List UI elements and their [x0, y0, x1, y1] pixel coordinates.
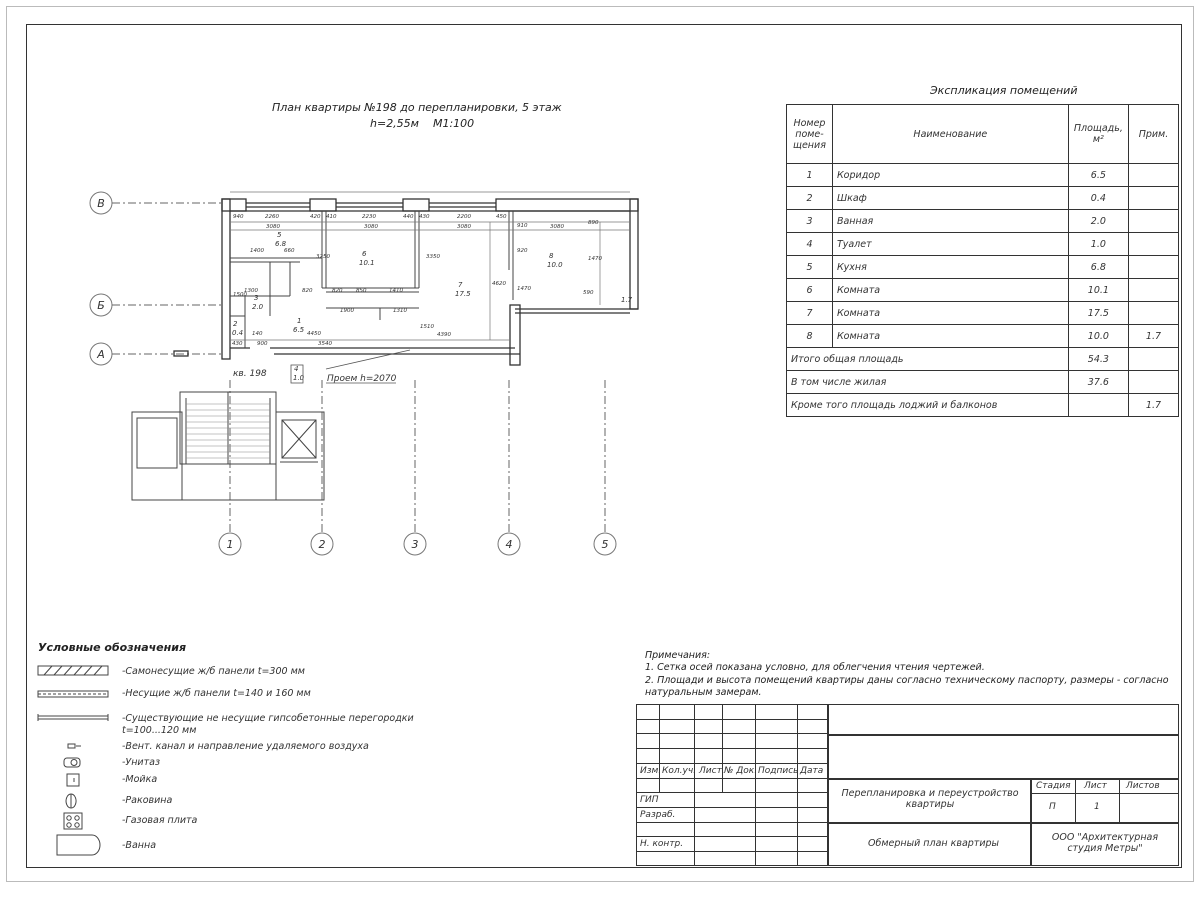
balcony-area-label: 1.7 [621, 296, 633, 304]
dim-label: 1400 [250, 248, 264, 254]
notes-title: Примечания: [645, 650, 711, 661]
dim-label: 1500 [233, 292, 247, 298]
dim-label: 820 [332, 288, 343, 294]
table-row: 2 Шкаф 0.4 [787, 187, 1179, 210]
svg-text:2: 2 [233, 320, 238, 328]
stage-value: П [1049, 802, 1056, 812]
axis-col-5 [594, 380, 616, 555]
legend-item-bathtub: -Ванна [122, 840, 157, 851]
stamp-role-control: Н. контр. [640, 839, 684, 849]
dim-label: 2200 [457, 214, 471, 220]
dim-label: 450 [496, 214, 507, 220]
dim-label: 940 [233, 214, 244, 220]
dim-label: 850 [356, 288, 367, 294]
notes-line-2: 2. Площади и высота помещений квартиры даны согласно техническому паспорту, размеры - согласно [645, 675, 1169, 686]
dim-label: 3080 [364, 224, 378, 230]
axis-col-label: 4 [505, 538, 513, 551]
room-1-label [293, 317, 305, 334]
legend-symbols [0, 660, 120, 900]
axis-col-2 [311, 380, 333, 555]
room-7-label [455, 281, 471, 298]
dim-label: 1470 [517, 286, 531, 292]
dim-label: 1300 [244, 288, 258, 294]
stamp-col-signature: Подпись [758, 766, 799, 776]
stamp-role-developer: Разраб. [640, 810, 676, 820]
axis-col-label: 2 [318, 538, 326, 551]
header-name: Наименование [832, 105, 1068, 164]
axis-col-1 [219, 380, 241, 555]
legend-item-partitions: -Существующие не несущие гипсобетонные перегородки [122, 713, 414, 724]
dim-label: 1470 [588, 256, 602, 262]
notes-line-1: 1. Сетка осей показана условно, для облегчения чтения чертежей. [645, 662, 985, 673]
dim-label: 2260 [265, 214, 279, 220]
dim-label: 3540 [318, 341, 332, 347]
dim-label: 4620 [492, 281, 506, 287]
dim-label: 4450 [307, 331, 321, 337]
dim-label: 3080 [457, 224, 471, 230]
table-row: 8 Комната 10.0 1.7 [787, 325, 1179, 348]
svg-text:2.0: 2.0 [252, 303, 264, 311]
stamp-col-change: Изм. [640, 766, 662, 776]
explication-header-row [787, 105, 1179, 164]
dim-label: 900 [257, 341, 268, 347]
explication-table [786, 104, 1179, 417]
header-num: Номер поме- щения [787, 105, 833, 164]
room-5-label [275, 231, 287, 248]
partitions [230, 211, 513, 348]
room-2-label [232, 320, 243, 337]
dim-label: 3350 [426, 254, 440, 260]
legend-item-bearing: -Несущие ж/б панели t=140 и 160 мм [122, 688, 311, 699]
dim-label: 1900 [340, 308, 354, 314]
dim-label: 1410 [389, 288, 403, 294]
axis-col-label: 3 [411, 538, 419, 551]
axis-col-label: 5 [601, 538, 609, 551]
svg-text:4: 4 [294, 365, 299, 373]
dim-label: 1510 [420, 324, 434, 330]
plan-subtitle: h=2,55м М1:100 [370, 117, 475, 130]
axis-col-3 [404, 380, 426, 555]
svg-text:17.5: 17.5 [455, 290, 471, 298]
total-row: Итого общая площадь 54.3 [787, 348, 1179, 371]
axis-row-label: В [97, 197, 105, 210]
sheets-label: Листов [1126, 781, 1160, 791]
apartment-label: кв. 198 [233, 369, 267, 379]
svg-text:6.5: 6.5 [293, 326, 305, 334]
dim-label: 1310 [393, 308, 407, 314]
dim-label: 140 [252, 331, 263, 337]
legend-item-partitions-thickness: t=100...120 мм [122, 725, 197, 736]
axis-row-a [90, 343, 224, 365]
table-row: 4 Туалет 1.0 [787, 233, 1179, 256]
company-name: ООО "Архитектурная студия Метры" [1051, 832, 1159, 854]
dim-label: 890 [588, 220, 599, 226]
dim-label: 430 [232, 341, 243, 347]
stamp-col-date: Дата [800, 766, 824, 776]
legend-item-vent: -Вент. канал и направление удаляемого воздуха [122, 741, 369, 752]
dim-label: 2230 [362, 214, 376, 220]
dim-label: 660 [284, 248, 295, 254]
dim-label: 410 [326, 214, 337, 220]
dim-label: 3250 [316, 254, 330, 260]
dim-label: 3080 [266, 224, 280, 230]
room-8-label [547, 252, 563, 269]
svg-text:1.0: 1.0 [293, 374, 305, 382]
room-6-label [359, 250, 375, 267]
table-row: 1 Коридор 6.5 [787, 164, 1179, 187]
axis-row-label: Б [97, 299, 105, 312]
dim-label: 430 [419, 214, 430, 220]
plan-title: План квартиры №198 до перепланировки, 5 этаж [272, 101, 562, 114]
opening-label: Проем h=2070 [327, 374, 397, 384]
vent-icon [68, 744, 81, 748]
stamp-col-doc: № Док. [724, 766, 758, 776]
partition-symbol [38, 714, 108, 721]
total-row: Кроме того площадь лоджий и балконов 1.7 [787, 394, 1179, 417]
legend-item-stove: -Газовая плита [122, 815, 198, 826]
dimension-labels [232, 214, 602, 347]
dim-label: 910 [517, 223, 528, 229]
svg-text:10.0: 10.0 [547, 261, 563, 269]
sink-icon [67, 774, 79, 786]
drawing-name: Обмерный план квартиры [868, 838, 1000, 849]
gas-stove-icon [64, 813, 82, 829]
header-note: Прим. [1128, 105, 1178, 164]
table-row: 3 Ванная 2.0 [787, 210, 1179, 233]
stage-label: Стадия [1036, 781, 1071, 791]
room-3-label [252, 294, 264, 311]
stamp-col-sheet: Лист [699, 766, 722, 776]
project-title: Перепланировка и переустройство квартиры [841, 788, 1019, 810]
notes-line-3: натуральным замерам. [645, 687, 762, 698]
explication-title: Экспликация помещений [930, 84, 1078, 97]
load-bearing-140-symbol [38, 691, 108, 697]
legend-item-washbasin: -Раковина [122, 795, 173, 806]
sheet-label: Лист [1084, 781, 1107, 791]
svg-text:1: 1 [297, 317, 302, 325]
svg-text:6: 6 [362, 250, 367, 258]
svg-text:7: 7 [458, 281, 463, 289]
table-row: 7 Комната 17.5 [787, 302, 1179, 325]
axis-col-label: 1 [226, 538, 234, 551]
svg-text:10.1: 10.1 [359, 259, 375, 267]
axis-col-4 [498, 380, 520, 555]
total-row: В том числе жилая 37.6 [787, 371, 1179, 394]
toilet-icon [64, 758, 80, 767]
washbasin-icon [66, 794, 76, 808]
svg-text:0.4: 0.4 [232, 329, 244, 337]
svg-text:5: 5 [277, 231, 282, 239]
svg-text:3: 3 [254, 294, 259, 302]
legend-title: Условные обозначения [38, 641, 187, 654]
dim-label: 3080 [550, 224, 564, 230]
table-row: 5 Кухня 6.8 [787, 256, 1179, 279]
stamp-col-count: Кол.уч. [662, 766, 697, 776]
dim-label: 590 [583, 290, 594, 296]
dim-label: 4390 [437, 332, 451, 338]
header-area: Площадь, м² [1068, 105, 1128, 164]
legend-item-self-bearing: -Самонесущие ж/б панели t=300 мм [122, 666, 305, 677]
dim-label: 440 [403, 214, 414, 220]
table-row: 6 Комната 10.1 [787, 279, 1179, 302]
axis-row-label: А [97, 348, 105, 361]
dim-label: 420 [310, 214, 321, 220]
legend-item-toilet: -Унитаз [122, 757, 161, 768]
dim-label: 920 [517, 248, 528, 254]
dim-label: 820 [302, 288, 313, 294]
sheet-value: 1 [1094, 802, 1100, 812]
svg-text:8: 8 [549, 252, 554, 260]
stamp-role-chief: ГИП [640, 795, 659, 805]
axis-row-v [90, 192, 224, 214]
svg-text:6.8: 6.8 [275, 240, 287, 248]
legend-item-sink: -Мойка [122, 774, 158, 785]
axis-row-b [90, 294, 224, 316]
bathtub-icon [57, 835, 100, 855]
load-bearing-300-symbol [38, 666, 108, 675]
